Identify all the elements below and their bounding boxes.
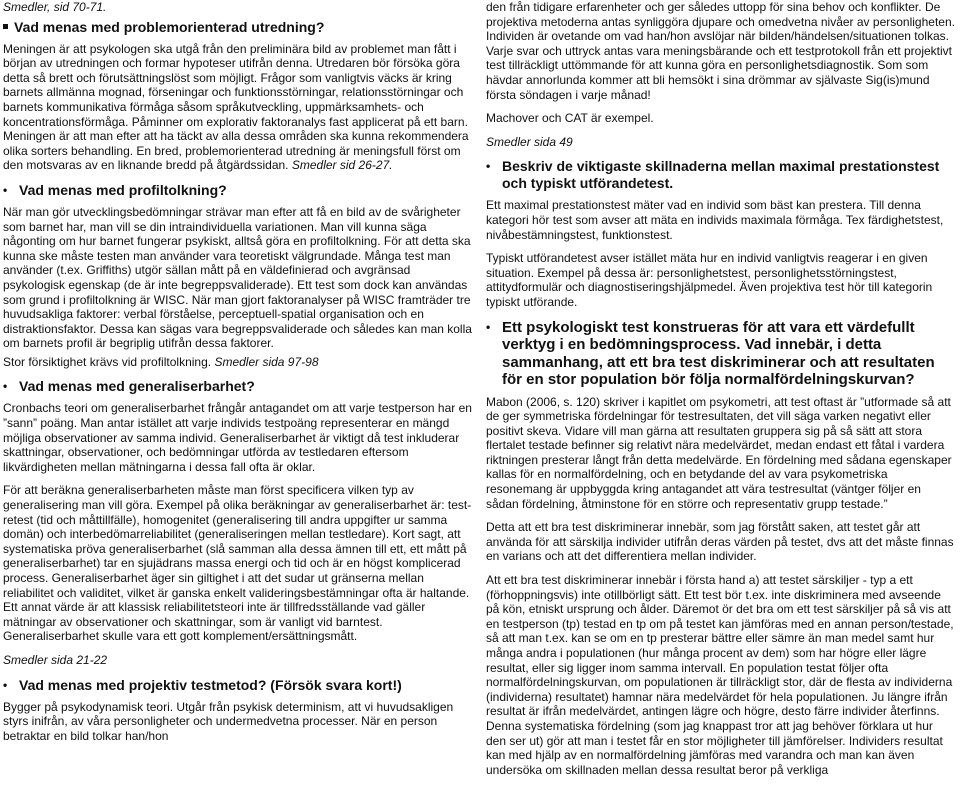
body-paragraph: den från tidigare erfarenheter och ger således uttopp för sina behov och konflikter. De projektiva metoderna antas synliggöra djupare och omedvetna nivåer av personligheten. Individen är ovetande om vad han/hon avslöjar när bilden/händelsen/situationen tolkas. Varje svar och uttryck antas vara meningsbärande och ett testprotokoll från ett projektivt test tillräckligt uttömmande för att kunna göra en personlighetsdiagnostik. Som som hävdar annorlunda kommer att bli hemsökt i sina drömmar av självaste Sig(is)mund första söndagen i varje månad! [486, 0, 955, 102]
body-paragraph: När man gör utvecklingsbedömningar strävar man efter att få en bild av de svårigheter som barnet har, man vill se din intraindividuella variationen. Man vill kunna säga någonting om hur barnet fungerar psykiskt, alltså göra en profiltolkning. För att detta ska kunna ske måste testen man använder vara teoretiskt välgrundade. Många test man använder (t.ex. Griffiths) utgör sällan mått på en väldefinierad och avgränsad psykologisk egenskap (de är inte begreppsvaliderade). Ett test som dock kan användas som grund i profiltolkning är WISC. När man gjort faktoranalyser på WISC framträder tre huvudsakliga faktorer: verbal förståelse, perceptuell-spatial organisation och en distraktionsfaktor. Dessa kan sägas vara begreppsvaliderade och således kan man kolla om barnets profil är begriplig utifrån dessa faktorer. [3, 204, 472, 351]
body-paragraph: Stor försiktighet krävs vid profiltolkning. Smedler sida 97-98 [3, 354, 319, 369]
bullet-icon: • [486, 319, 491, 334]
section-heading: • Vad menas med profiltolkning? [3, 181, 227, 198]
body-paragraph: Bygger på psykodynamisk teori. Utgår från psykisk determinism, att vi huvudsakligen styrs inifrån, av våra personligheter och undermedvetna processer. När en person betraktar en bild tolkar han/hon [3, 699, 454, 743]
body-paragraph: Cronbachs teori om generaliserbarhet frångår antagandet om att varje testperson har en ”sann” poäng. Man antar istället att varje individs testpoäng representerar en mängd möjliga observationer av samma individ. Generaliserbarhet är viktigt då test inkluderar skattningar, observationer, och bedömningar utförda av testledaren eftersom likvärdigheten mellan mätningarna i dessa fall ofta är oklar. [3, 401, 472, 474]
section-heading: • Beskriv de viktigaste skillnaderna mellan maximal prestationstest och typiskt utförandetest. [486, 158, 940, 192]
body-paragraph: Detta att ett bra test diskriminerar innebär, som jag förstått saken, att testet går att använda för att särskilja individer utifrån deras värden på testet, dvs att det måste finnas en varians och att det differentiera mellan individer. [486, 520, 954, 564]
body-paragraph: Att ett bra test diskriminerar innebär i första hand a) att testet särskiljer - typ a ett (förhoppningsvis) inte otillbörligt sätt. Ett test bör t.ex. inte diskriminera med avseende på kön, etniskt ursprung och ålder. Däremot ör det bra om ett test särskiljer på så vis att en testperson (tp) testad en tp om på testet kan jämföras med en annan person/testade, så att man t.ex. kan se om en tp presterar bättre eller sämre än man medel samt hur många andra i populationen (hur många procent av dem) som har högre eller lägre resultat, eller sig ligger inom samma intervall. En population testat följer ofta normalfördelningskurvan, om populationen är tillräckligt stor, där de flesta av individerna (individerna) resultatet) hamnar nära medelvärdet för hela populationen. Ju längre ifrån resultat är ifrån medelvärdet, antingen lägre och högre, desto färre individer återfinns. Denna systematiska fördelning (som jag knappast tror att jag behöver förklara ut hur den ser ut) gör att man i testet får en stor möjligheter till jämförelser. Individers resultat kan med hjälp av en normalfördelning jämföras med varandra och man kan även undersöka om skillnaden mellan dessa resultat beror på verkliga [486, 573, 954, 777]
reference: Smedler sida 21-22 [3, 652, 108, 667]
bullet-icon: • [3, 379, 8, 394]
reference: Smedler sida 97-98 [214, 354, 319, 369]
bullet-icon: • [3, 677, 8, 692]
square-bullet-icon [3, 24, 8, 29]
reference: Smedler, sid 70-71. [3, 0, 107, 14]
bullet-icon: • [486, 159, 491, 174]
reference: Smedler sida 49 [486, 134, 573, 149]
section-heading: • Vad menas med projektiv testmetod? (Försök svara kort!) [3, 676, 402, 693]
bullet-icon: • [3, 182, 8, 197]
body-paragraph: Ett maximal prestationstest mäter vad en individ som bäst kan prestera. Till denna kategori hör test som avser att mäta en individs maximala förmåga. Tex färdighetstest, nivåbestämningstest, funktionstest. [486, 198, 944, 242]
body-paragraph: För att beräkna generaliserbarheten måste man först specificera vilken typ av generalisering man vill göra. Exempel på olika beräkningar av generaliserbarhet är: test-retest (tid och måttillfälle), homogenitet (generalisering till andra uppgifter ur samma domän) och interbedömarreliabilitet (generaliseringen mellan testledare). Kort sagt, att systematiska pröva generaliserbarhet (slå samman alla dessa ämnen till ett, ett mått på generaliserbarhet) tar en sjujädrans massa energi och tid och är en högst komplicerad process. Generaliserbarhet äger sin giltighet i att det sudar ut gränserna mellan reliabilitet och validitet, vilket är ganska enkelt valideringsbestämningar ofta är haltande. Ett annat värde är att klassisk reliabilitetsteori inte är tillfredsställande vad gäller mätningar av observationer och skattningar, som är vanligt vid barntest. Generaliserbarhet skulle vara ett gott komplement/ersättningsmått. [3, 483, 472, 644]
body-paragraph: Machover och CAT är exempel. [486, 111, 654, 126]
reference: Smedler sid 26-27. [291, 158, 393, 173]
section-heading: • Vad menas med generaliserbarhet? [3, 378, 255, 395]
left-column [3, 0, 473, 752]
section-heading: Vad menas med problemorienterad utredning? [3, 19, 473, 36]
section-heading: • Ett psykologiskt test konstrueras för att vara ett värdefullt verktyg i en bedömningsprocess. Vad innebär, i detta sammanhang, att ett bra test diskriminerar och att resultaten för en stor population bör följa normalfördelningskurvan? [486, 318, 935, 388]
body-paragraph: Mabon (2006, s. 120) skriver i kapitlet om psykometri, att test oftast är ”utformade så att de ger symmetriska fördelningar för testresultaten, det vill säga varken negativt eller positivt skeva. Vidare vill man gärna att resultaten gruppera sig på så sätt att stora flertalet testade befinner sig relativt nära medelvärdet, medan endast ett fåtal i vardera riktningen presterar långt från detta medelvärde. En fördelning med sådana egenskaper kallas för en normalfördelning, och en betydande del av vara psykometriska resonemang är uppbyggda kring antagandet att vära testresultat (väntger följer en sådan fördelning, åtminstone för en större och representativ grupp testade.” [486, 394, 952, 511]
body-paragraph: Typiskt utförandetest avser istället mäta hur en individ vanligtvis reagerar i en given situation. Exempel på dessa är: personlighetstest, personlighetsstörningstest, attitydformulär och diagnostiseringshjälpmedel. Även projektiva test hör till kategorin typiskt utförande. [486, 251, 933, 309]
body-paragraph: Meningen är att psykologen ska utgå från den preliminära bild av problemet man fått i början av utredningen och formar hypoteser utifrån denna. Utredaren bör försöka göra detta så brett och förutsättningslöst som möjligt. Frågor som vanligtvis väcks är kring barnets allmänna mognad, förseningar och funktionsstörningar, relationsstörningar och barnets kommunikativa förmåga såsom språkutveckling, uppmärksamhets- och koncentrationsförmåga. Påminner om explorativ faktoranalys fast applicerat på ett barn. Meningen är att man efter att ha täckt av alla dessa områden ska kunna rekommendera olika sorters behandling. En bred, problemorienterad utredning är meningsfull först om den motsvaras av en liknande bredd på åtgärdssidan. Smedler sid 26-27. [3, 41, 469, 173]
right-column [486, 0, 956, 786]
